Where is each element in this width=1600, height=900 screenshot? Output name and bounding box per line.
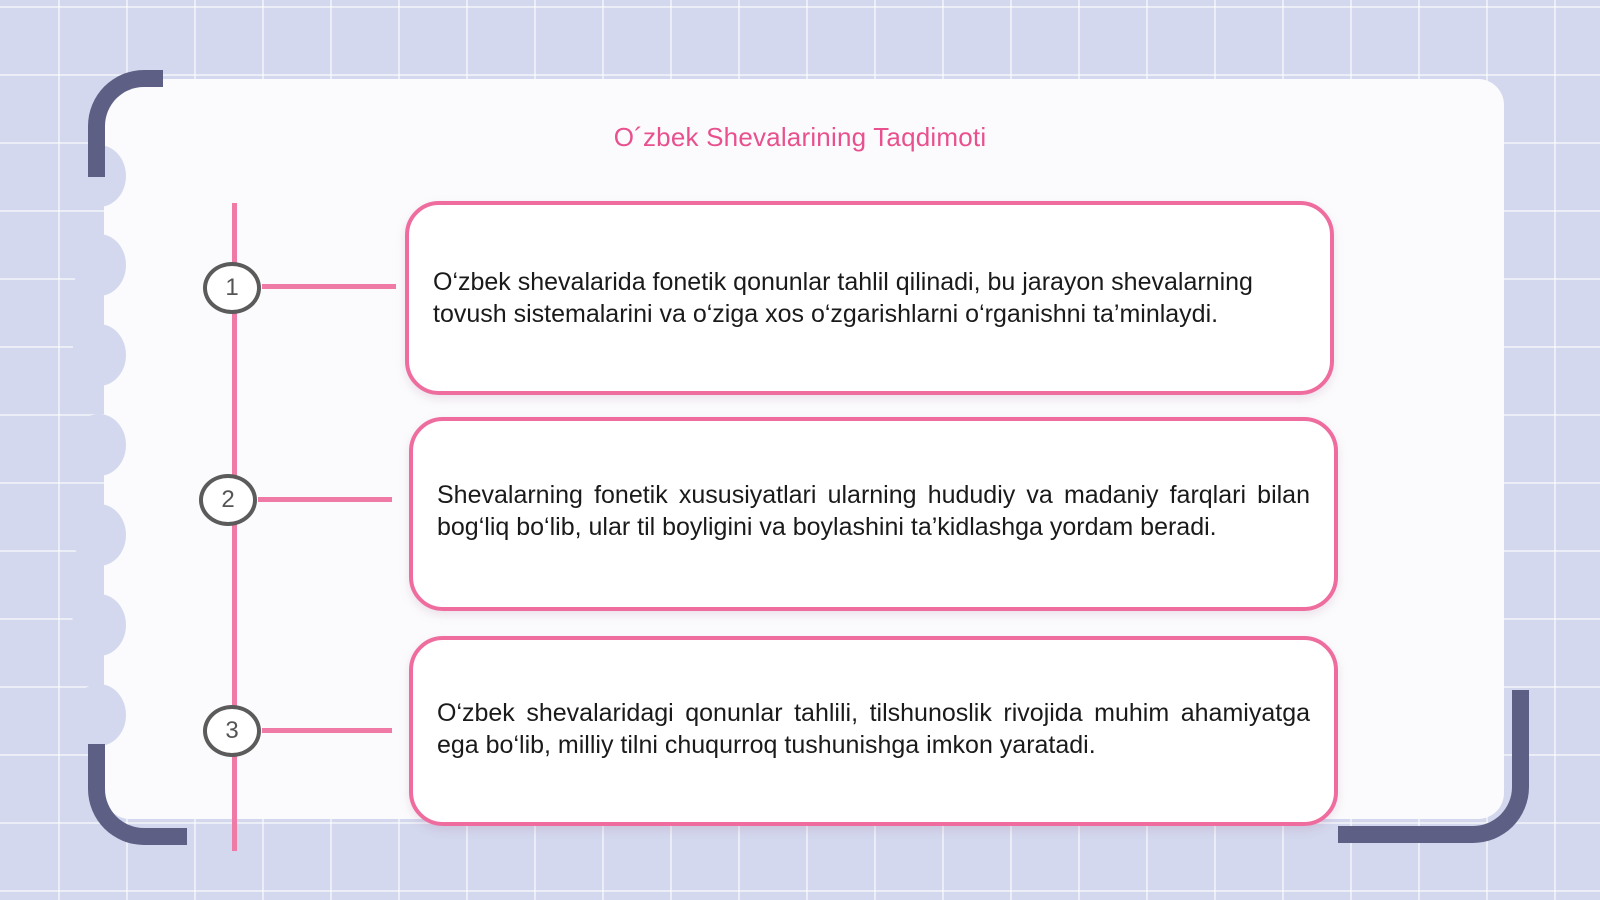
corner-bracket-bottom-left (88, 744, 187, 845)
timeline-card-3 (409, 636, 1338, 826)
binder-hole (72, 234, 126, 296)
timeline-node-3: 3 (203, 705, 261, 757)
timeline-card-1 (405, 201, 1334, 395)
timeline-node-2: 2 (199, 474, 257, 526)
binder-hole (72, 504, 126, 566)
timeline-connector (258, 497, 392, 502)
binder-hole (72, 684, 126, 746)
timeline-connector (262, 728, 392, 733)
timeline-card-text: O‘zbek shevalarida fonetik qonunlar tahlil qilinadi, bu jarayon shevalarning tovush sistemalarini va o‘ziga xos o‘zgarishlarni o‘rganishni ta’minlaydi. (433, 268, 1253, 328)
timeline-card-text: O‘zbek shevalaridagi qonunlar tahlili, tilshunoslik rivojida muhim ahamiyatga ega bo‘lib, milliy tilni chuqurroq tushunishga imkon yaratadi. (437, 699, 1310, 759)
timeline-node-1: 1 (203, 262, 261, 314)
timeline-card-text: Shevalarning fonetik xususiyatlari ularning hududiy va madaniy farqlari bilan bog‘liq bo‘lib, ular til boyligini va boylashini ta’kidlashga yordam beradi. (437, 481, 1310, 541)
slide-title: O´zbek Shevalarining Taqdimoti (613, 122, 987, 152)
corner-bracket-bottom-right (1338, 690, 1529, 843)
timeline-card-2 (409, 417, 1338, 611)
timeline-connector (262, 284, 396, 289)
binder-hole (72, 324, 126, 386)
binder-hole (72, 594, 126, 656)
binder-hole (72, 414, 126, 476)
